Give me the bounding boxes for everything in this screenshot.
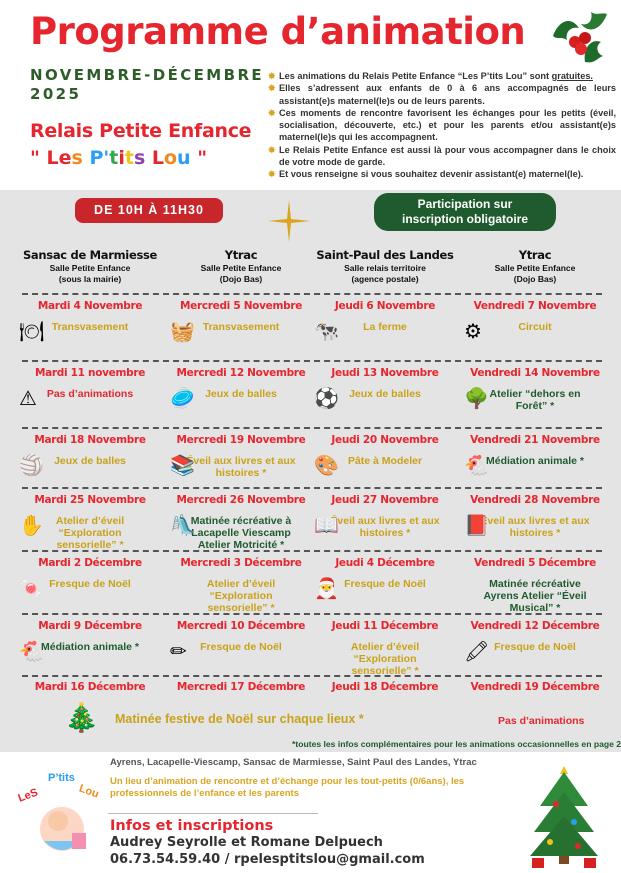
activity-name: Transvasement xyxy=(51,321,129,333)
activity-name: Atelier d’éveil “Exploration sensorielle” * xyxy=(206,578,276,614)
venue-room: Salle Petite Enfance xyxy=(200,263,282,273)
venue-detail: (agence postale) xyxy=(351,274,419,284)
venue-detail: (Dojo Bas) xyxy=(513,274,557,284)
star-icon: ✸ xyxy=(268,169,276,180)
activity-name: Éveil aux livres et aux histoires * xyxy=(480,515,590,539)
venue-room: Salle relais territoire xyxy=(344,263,426,273)
activity-cell xyxy=(166,557,316,614)
quote-open: " xyxy=(30,147,40,169)
activity-day: Mardi 4 Novembre xyxy=(37,300,143,312)
svg-text:LeS: LeS xyxy=(16,786,40,805)
christmas-tree-icon xyxy=(528,764,600,868)
activity-name: Jeux de balles xyxy=(349,388,421,400)
intro-text xyxy=(268,70,616,181)
activity-day: Jeudi 11 Décembre xyxy=(331,620,439,632)
activity-icon: 🖍 xyxy=(464,641,490,663)
intro-bullet xyxy=(268,144,616,169)
activity-icon: ✏ xyxy=(170,641,187,663)
activity-name: Fresque de Noël xyxy=(494,641,576,653)
intro-text-part: Et vous renseigne si vous souhaitez devenir assistant(e) maternel(le). xyxy=(279,169,584,180)
logo xyxy=(14,763,100,859)
activity-day: Jeudi 18 Décembre xyxy=(331,681,439,693)
activity-icon: 🎅 xyxy=(314,578,339,600)
activity-day: Mardi 16 Décembre xyxy=(34,681,146,693)
activity-day: Mercredi 26 Novembre xyxy=(176,494,306,506)
star-icon: ✸ xyxy=(268,144,276,155)
brand-letter: t xyxy=(124,147,134,169)
activity-day: Mercredi 5 Novembre xyxy=(179,300,303,312)
activity-icon: ⚙ xyxy=(464,321,482,343)
period-months: NOVEMBRE-DÉCEMBRE xyxy=(30,66,265,84)
activity-name: Matinée récréative Ayrens Atelier “Éveil Musical” * xyxy=(483,578,587,614)
activity-name: Atelier “dehors en Forêt” * xyxy=(489,388,581,412)
activity-day: Vendredi 5 Décembre xyxy=(474,557,596,569)
brand-letter: L xyxy=(46,147,59,169)
footer-divider xyxy=(108,813,318,814)
activity-name: Fresque de Noël xyxy=(49,578,131,590)
activity-day: Jeudi 6 Novembre xyxy=(334,300,436,312)
brand-letter: L xyxy=(151,147,164,169)
brand-letter: i xyxy=(118,147,125,169)
column-header xyxy=(310,248,460,284)
activity-icon: 🐔 xyxy=(19,641,44,663)
activity-name: Fresque de Noël xyxy=(200,641,282,653)
participation-line2: inscription obligatoire xyxy=(401,212,528,226)
intro-text-part: Ces moments de rencontre favorisent les échanges pour les petits (éveil, socialisation, découverte, etc.) et pour les parents et/ou assistant(e)s maternel(le)s qui les accompagnent. xyxy=(279,107,616,143)
time-badge: DE 10H À 11H30 xyxy=(75,198,223,223)
activity-icon: 🌳 xyxy=(464,388,489,410)
brand-letter: s xyxy=(133,147,146,169)
week-separator xyxy=(22,360,602,362)
period xyxy=(30,66,264,104)
intro-text-part: Les animations du Relais Petite Enfance “Les P’tits Lou” sont xyxy=(279,71,552,81)
participation-line1: Participation sur xyxy=(417,197,513,211)
venue-detail: (Dojo Bas) xyxy=(219,274,263,284)
quote-close: " xyxy=(197,147,208,169)
venue-room: Salle Petite Enfance xyxy=(49,263,131,273)
activity-day: Mercredi 17 Décembre xyxy=(176,681,306,693)
activity-day: Mercredi 12 Novembre xyxy=(176,367,306,379)
rpe-description: Un lieu d’animation de rencontre et d’échange pour les tout-petits (0/6ans), les professionnels de l’enfance et les parents xyxy=(110,776,465,799)
activity-day: Vendredi 19 Décembre xyxy=(470,681,600,693)
venue-name: Ytrac xyxy=(518,248,552,262)
brand-letter: e xyxy=(58,147,72,169)
activity-name: Transvasement xyxy=(202,321,280,333)
venue-name: Sansac de Marmiesse xyxy=(22,248,158,262)
week-separator xyxy=(22,293,602,295)
activity-name: Matinée récréative à Lacapelle Viescamp Atelier Motricité * xyxy=(190,515,292,551)
brand-letter: P xyxy=(89,147,104,169)
activity-icon: 📚 xyxy=(170,455,195,477)
activity-icon: 📖 xyxy=(314,515,339,537)
holly-icon xyxy=(545,6,615,68)
activity-icon: ⚠ xyxy=(19,388,37,410)
svg-text:P’tits: P’tits xyxy=(48,772,75,784)
contact-names: Audrey Seyrolle et Romane Delpuech xyxy=(110,835,383,850)
intro-text-part: Elles s’adressent aux enfants de 0 à 6 ans accompagnés de leurs assistant(e)s maternel(le)s ou de leurs parents. xyxy=(279,83,616,106)
brand-letter: t xyxy=(109,147,119,169)
brand-letter: o xyxy=(163,147,178,169)
activity-name: Jeux de balles xyxy=(54,455,126,467)
activity-day: Jeudi 13 Novembre xyxy=(331,367,439,379)
brand-letter xyxy=(145,147,152,169)
activity-icon: 🏐 xyxy=(19,455,44,477)
activity-day: Mardi 9 Décembre xyxy=(38,620,142,632)
intro-bullet xyxy=(268,82,616,107)
towns-list: Ayrens, Lacapelle-Viescamp, Sansac de Marmiesse, Saint Paul des Landes, Ytrac xyxy=(110,757,477,768)
activity-day: Vendredi 7 Novembre xyxy=(473,300,597,312)
intro-text-part: Le Relais Petite Enfance est aussi là pour vous accompagner dans le choix de votre mode de garde. xyxy=(279,144,616,168)
activity-name: Circuit xyxy=(518,321,552,333)
activity-name: Atelier d’éveil “Exploration sensorielle” * xyxy=(55,515,125,551)
intro-underline: gratuites. xyxy=(551,71,593,81)
rpe-name: Relais Petite Enfance xyxy=(30,120,252,142)
activity-cell xyxy=(166,620,316,653)
week-separator xyxy=(22,487,602,489)
activity-name: Éveil aux livres et aux histoires * xyxy=(330,515,440,539)
activity-day: Vendredi 21 Novembre xyxy=(470,434,600,446)
activity-cell xyxy=(460,557,610,614)
contact-details: 06.73.54.59.40 / rpelesptitslou@gmail.com xyxy=(110,852,425,867)
week-separator xyxy=(22,427,602,429)
christmas-tree-icon: 🎄 xyxy=(64,702,99,733)
activity-name: Pas d’animations xyxy=(46,388,134,400)
activity-name: Éveil aux livres et aux histoires * xyxy=(186,455,296,479)
no-activity: Pas d’animations xyxy=(498,715,585,727)
venue-room: Salle Petite Enfance xyxy=(494,263,576,273)
activity-day: Mercredi 19 Novembre xyxy=(176,434,306,446)
rpe-brand xyxy=(30,147,207,169)
activity-icon: 🧺 xyxy=(170,321,195,343)
intro-bullet xyxy=(268,168,616,180)
column-header xyxy=(15,248,165,284)
info-title: Infos et inscriptions xyxy=(110,818,274,834)
intro-bullet xyxy=(268,107,616,144)
activity-icon: 🐔 xyxy=(464,455,489,477)
page-title: Programme d’animation xyxy=(30,10,526,53)
activity-cell xyxy=(460,300,610,333)
activity-name: Atelier d’éveil “Exploration sensorielle” * xyxy=(350,641,420,677)
svg-text:Lou: Lou xyxy=(77,782,100,801)
activity-day: Jeudi 4 Décembre xyxy=(335,557,435,569)
activity-name: Médiation animale * xyxy=(40,641,140,653)
activity-day: Jeudi 20 Novembre xyxy=(331,434,439,446)
activity-cell xyxy=(310,620,460,677)
activity-icon: 🍬 xyxy=(19,578,44,600)
activity-day: Mardi 2 Décembre xyxy=(38,557,142,569)
participation-badge xyxy=(374,193,556,231)
star-icon: ✸ xyxy=(268,71,276,81)
venue-name: Saint-Paul des Landes xyxy=(316,248,454,262)
activity-icon: 🥏 xyxy=(170,388,195,410)
star-icon: ✸ xyxy=(268,107,276,118)
brand-letter: ' xyxy=(103,147,110,169)
activity-day: Vendredi 12 Décembre xyxy=(470,620,600,632)
activity-day: Jeudi 27 Novembre xyxy=(331,494,439,506)
venue-name: Ytrac xyxy=(224,248,258,262)
brand-letter: u xyxy=(177,147,191,169)
festive-morning: Matinée festive de Noël sur chaque lieux * xyxy=(115,712,364,726)
activity-cell xyxy=(15,367,165,400)
activity-day: Vendredi 14 Novembre xyxy=(470,367,600,379)
column-header xyxy=(166,248,316,284)
intro-bullet xyxy=(268,70,616,82)
footnote: *toutes les infos complémentaires pour les animations occasionnelles en page 2 xyxy=(292,739,621,749)
period-year: 2025 xyxy=(30,85,82,103)
activity-day: Mercredi 3 Décembre xyxy=(180,557,302,569)
activity-icon: ⚽ xyxy=(314,388,339,410)
activity-day: Vendredi 28 Novembre xyxy=(470,494,600,506)
star-icon: ✸ xyxy=(268,83,276,94)
column-header xyxy=(460,248,610,284)
activity-icon: 🎨 xyxy=(314,455,339,477)
activity-day: Mercredi 10 Décembre xyxy=(176,620,306,632)
activity-name: Fresque de Noël xyxy=(344,578,426,590)
activity-name: Médiation animale * xyxy=(485,455,585,467)
venue-detail: (sous la mairie) xyxy=(58,274,122,284)
activity-name: Pâte à Modeler xyxy=(347,455,423,467)
activity-name: Jeux de balles xyxy=(205,388,277,400)
activity-icon: 🍽 xyxy=(19,321,45,343)
activity-icon: 🛝 xyxy=(170,515,195,537)
activity-icon: ✋ xyxy=(19,515,44,537)
activity-day: Mardi 18 Novembre xyxy=(34,434,146,446)
brand-letter: s xyxy=(71,147,83,169)
activity-name: La ferme xyxy=(363,321,407,333)
activity-icon: 🐄 xyxy=(314,321,339,343)
activity-day: Mardi 11 novembre xyxy=(34,367,146,379)
activity-icon: 📕 xyxy=(464,515,489,537)
sparkle-icon xyxy=(268,200,310,242)
activity-day: Mardi 25 Novembre xyxy=(34,494,146,506)
